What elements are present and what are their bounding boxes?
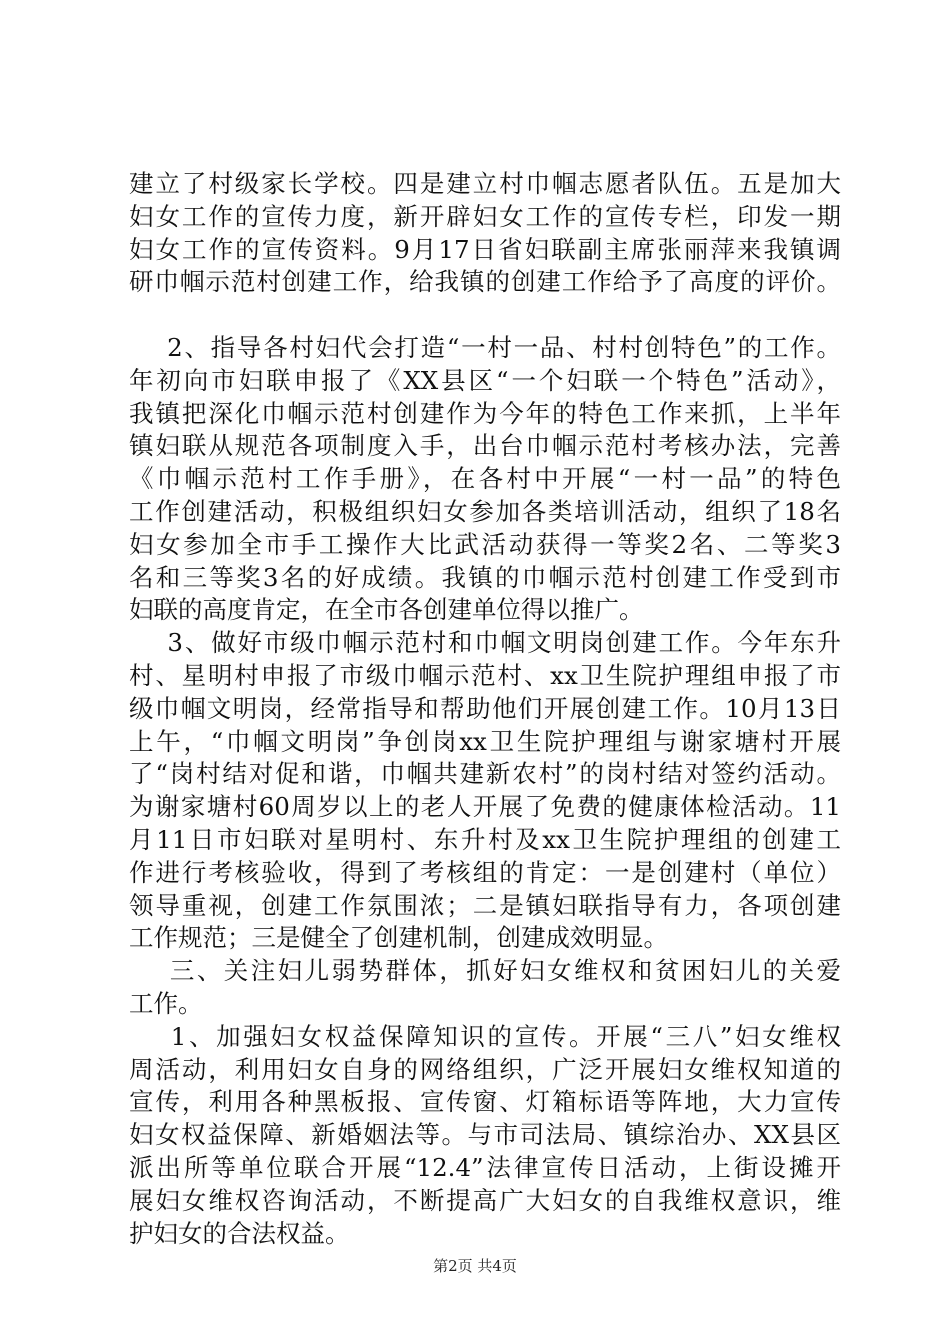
text-line: 《巾帼示范村工作手册》，在各村中开展“一村一品”的特色 [129,464,841,494]
text-line: 派出所等单位联合开展“12.4”法律宣传日活动，上街设摊开 [129,1152,841,1182]
text-line: 2、指导各村妇代会打造“一村一品、村村创特色”的工作。 [129,332,841,362]
text-line: 年初向市妇联申报了《XX县区“一个妇联一个特色”活动》， [129,365,841,395]
blank-line [129,299,841,332]
text-line: 名和三等奖3名的好成绩。我镇的巾帼示范村创建工作受到市 [129,562,841,592]
text-line: 为谢家塘村60周岁以上的老人开展了免费的健康体检活动。11 [129,792,841,822]
text-line: 月11日市妇联对星明村、东升村及xx卫生院护理组的创建工 [129,824,841,854]
text-line: 工作规范；三是健全了创建机制，创建成效明显。 [129,923,668,953]
document-body [129,168,841,1250]
text-line: 护妇女的合法权益。 [129,1218,350,1248]
text-line: 村、星明村申报了市级巾帼示范村、xx卫生院护理组申报了市 [129,660,841,690]
text-line: 周活动，利用妇女自身的网络组织，广泛开展妇女维权知道的 [129,1054,841,1084]
text-line: 妇女工作的宣传力度，新开辟妇女工作的宣传专栏，印发一期 [129,201,841,231]
text-line: 镇妇联从规范各项制度入手，出台巾帼示范村考核办法，完善 [129,431,841,461]
text-line: 领导重视，创建工作氛围浓；二是镇妇联指导有力，各项创建 [129,890,841,920]
text-line: 三、关注妇儿弱势群体，抓好妇女维权和贫困妇儿的关爱 [129,956,841,986]
text-line: 1、加强妇女权益保障知识的宣传。开展“三八”妇女维权 [129,1021,841,1051]
text-line: 3、做好市级巾帼示范村和巾帼文明岗创建工作。今年东升 [129,628,841,658]
text-line: 工作。 [129,988,203,1018]
text-line: 研巾帼示范村创建工作，给我镇的创建工作给予了高度的评价。 [129,267,841,297]
text-line: 工作创建活动，积极组织妇女参加各类培训活动，组织了18名 [129,496,841,526]
text-line: 作进行考核验收，得到了考核组的肯定：一是创建村（单位） [129,857,841,887]
text-line: 级巾帼文明岗，经常指导和帮助他们开展创建工作。10月13日 [129,693,841,723]
text-line: 妇联的高度肯定，在全市各创建单位得以推广。 [129,595,644,625]
text-line: 建立了村级家长学校。四是建立村巾帼志愿者队伍。五是加大 [129,169,841,198]
text-line: 上午，“巾帼文明岗”争创岗xx卫生院护理组与谢家塘村开展 [129,726,841,756]
text-line: 我镇把深化巾帼示范村创建作为今年的特色工作来抓，上半年 [129,398,841,428]
text-line: 妇女参加全市手工操作大比武活动获得一等奖2名、二等奖3 [129,529,841,559]
text-line: 宣传，利用各种黑板报、宣传窗、灯箱标语等阵地，大力宣传 [129,1087,841,1117]
text-line: 了“岗村结对促和谐，巾帼共建新农村”的岗村结对签约活动。 [129,759,841,789]
text-line: 展妇女维权咨询活动，不断提高广大妇女的自我维权意识，维 [129,1185,841,1215]
page-footer: 第2页 共4页 [433,1257,517,1275]
text-line: 妇女权益保障、新婚姻法等。与市司法局、镇综治办、XX县区 [129,1120,841,1150]
text-line: 妇女工作的宣传资料。9月17日省妇联副主席张丽萍来我镇调 [129,234,841,264]
